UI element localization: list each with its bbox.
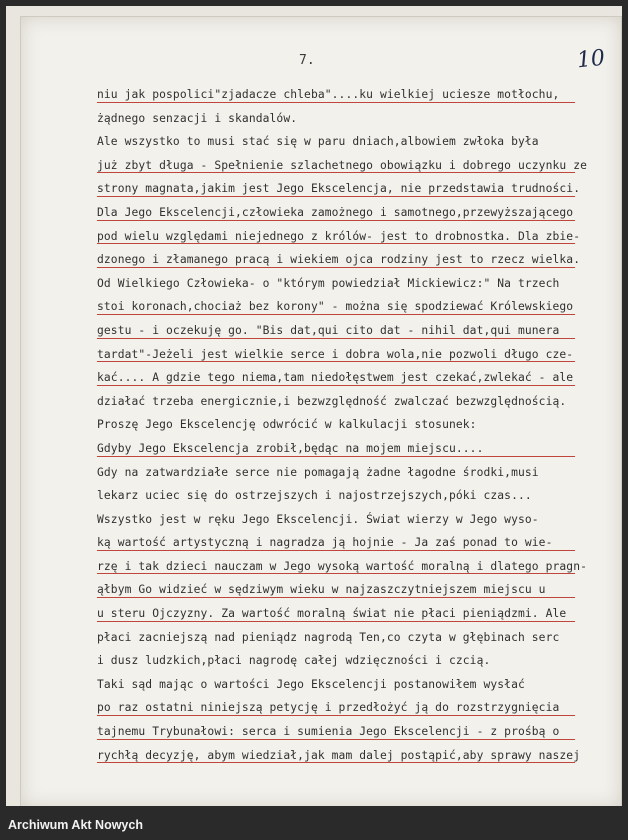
text-line: gestu - i oczekuję go. "Bis dat,qui cito dat - nihil dat,qui munera [97,319,589,343]
text-line: ąłbym Go widzieć w sędziwym wieku w najzaszczytniejszem miejscu u [97,578,589,602]
text-line: Gdyby Jego Ekscelencja zrobił,będąc na mojem miejscu.... [97,437,589,461]
page-number: 7. [299,53,315,68]
text-line: płaci zacniejszą nad pieniądz nagrodą Ten,co czyta w głębinach serc [97,630,560,644]
text-line: Od Wielkiego Człowieka- o "którym powiedział Mickiewicz:" Na trzech [97,276,560,290]
text-line: ką wartość artystyczną i nagradza ją hojnie - Ja zaś ponad to wie- [97,531,589,555]
text-line: stoi koronach,chociaż bez korony" - można się spodziewać Królewskiego [97,295,589,319]
text-line: po raz ostatni niniejszą petycję i przedłożyć ją do rozstrzygnięcia [97,696,589,720]
handwritten-folio-number: 10 [575,45,607,74]
text-line: Taki sąd mając o wartości Jego Ekscelencji postanowiłem wysłać [97,677,525,691]
text-line: Gdy na zatwardziałe serce nie pomagają żadne łagodne środki,musi [97,465,539,479]
text-line: już zbyt długa - Spełnienie szlachetnego obowiązku i dobrego uczynku ze [97,154,589,178]
text-line: strony magnata,jakim jest Jego Ekscelencja, nie przedstawia trudności. [97,177,589,201]
text-line: Ale wszystko to musi stać się w paru dniach,albowiem zwłoka była [97,135,539,149]
text-line: i dusz ludzkich,płaci nagrodę całej wdzięczności i czcią. [97,654,491,668]
text-line: Dla Jego Ekscelencji,człowieka zamożnego i samotnego,przewyższającego [97,201,589,225]
text-line: u steru Ojczyzny. Za wartość moralną świat nie płaci pieniądzmi. Ale [97,602,589,626]
text-line: niu jak pospolici"zjadacze chleba"....ku wielkiej uciesze motłochu, [97,83,589,107]
text-line: pod wielu względami niejednego z królów- jest to drobnostka. Dla zbie- [97,225,589,249]
text-line: Proszę Jego Ekscelencję odwrócić w kalkulacji stosunek: [97,418,477,432]
text-line: lekarz uciec się do ostrzejszych i najostrzejszych,póki czas... [97,489,532,503]
archive-footer [0,806,628,840]
scan-frame [6,6,622,806]
text-line: rzę i tak dzieci nauczam w Jego wysoką wartość moralną i dlatego pragn- [97,555,589,579]
text-line: tajnemu Trybunałowi: serca i sumienia Jego Ekscelencji - z prośbą o [97,720,589,744]
text-line: rychłą decyzję, abym wiedział,jak mam dalej postąpić,aby sprawy naszej [97,744,589,768]
text-line: żądnego senzacji i skandalów. [97,111,298,125]
text-line: Wszystko jest w ręku Jego Ekscelencji. Świat wierzy w Jego wyso- [97,512,539,526]
text-line: tardat"-Jeżeli jest wielkie serce i dobra wola,nie pozwoli długo cze- [97,343,589,367]
typewritten-text [97,83,589,767]
text-line: dzonego i złamanego pracą i wiekiem ojca rodziny jest to rzecz wielka. [97,248,589,272]
text-line: kać.... A gdzie tego niema,tam niedołęstwem jest czekać,zwlekać - ale [97,366,589,390]
document-page [20,16,622,808]
archive-name: Archiwum Akt Nowych [8,818,143,832]
text-line: działać trzeba energicznie,i bezwzględność zwalczać bezwzględnością. [97,394,567,408]
